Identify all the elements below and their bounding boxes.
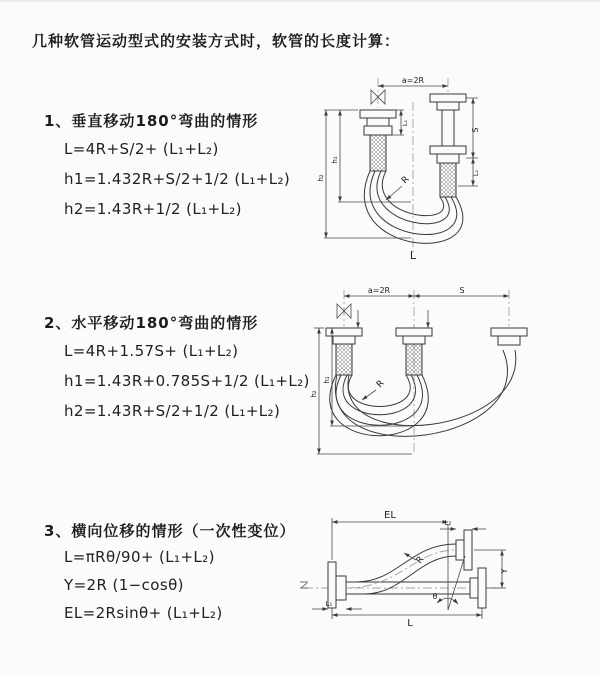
dim-l1-label: L₁ <box>325 600 333 608</box>
dim-l1-label: L₁ <box>401 119 409 127</box>
dim-h2-label: h₂ <box>317 174 325 182</box>
section-1-heading: 1、垂直移动180°弯曲的情形 <box>44 112 259 130</box>
section-3-heading: 3、横向位移的情形（一次性变位） <box>44 522 296 540</box>
length-label: L <box>409 249 417 262</box>
centerlines <box>344 290 509 454</box>
radius-label: R <box>414 554 427 566</box>
angle-theta <box>433 556 465 610</box>
radius-label: R <box>375 378 387 391</box>
dim-h1 <box>314 328 412 426</box>
dim-l2 <box>458 158 480 186</box>
dim-l <box>332 608 482 629</box>
dim-y-label: Y <box>500 568 509 574</box>
formula-s2-h1: h1=1.43R+0.785S+1/2 (L₁+L₂) <box>64 372 310 390</box>
dim-l-label: L <box>407 618 413 629</box>
dim-h1-label: h₁ <box>323 376 331 384</box>
formula-s2-h2: h2=1.43R+S/2+1/2 (L₁+L₂) <box>64 402 281 420</box>
dim-l2-label: L₂ <box>472 169 480 177</box>
right-flange-fitting <box>491 328 527 345</box>
formula-s1-h1: h1=1.432R+S/2+1/2 (L₁+L₂) <box>64 170 291 188</box>
dim-h1-label: h₁ <box>331 156 339 164</box>
centerline-symbol <box>300 582 308 588</box>
dim-l2-label: L₂ <box>444 519 452 527</box>
dim-a2r-label: a=2R <box>367 286 391 295</box>
dim-el-label: EL <box>384 510 396 521</box>
section-2-heading: 2、水平移动180°弯曲的情形 <box>44 314 259 332</box>
diagram-lateral-displacement <box>298 498 600 648</box>
radius-callout <box>362 379 387 400</box>
radius-callout <box>386 175 412 200</box>
dim-l1 <box>312 600 362 609</box>
formula-s1-l: L=4R+S/2+ (L₁+L₂) <box>64 140 219 158</box>
dim-s <box>466 98 480 158</box>
diagram-vertical-180-bend <box>310 74 545 264</box>
dim-s-label: S <box>459 286 465 295</box>
page-title: 几种软管运动型式的安装方式时，软管的长度计算： <box>32 32 401 50</box>
dim-l2 <box>440 519 486 529</box>
dim-a2r <box>344 286 414 296</box>
diagram-horizontal-180-bend <box>306 284 558 469</box>
s-curve-hose-position <box>346 544 456 594</box>
radius-callout <box>404 553 426 566</box>
dim-s-label: S <box>471 127 480 133</box>
dim-h2 <box>310 328 412 454</box>
formula-s3-y: Y=2R (1−cosθ) <box>64 576 184 594</box>
left-flange-fitting <box>360 110 396 171</box>
radius-label: R <box>400 174 412 187</box>
formula-s3-el: EL=2Rsinθ+ (L₁+L₂) <box>64 604 223 622</box>
formula-s1-h2: h2=1.43R+1/2 (L₁+L₂) <box>64 200 242 218</box>
dim-h2-label: h₂ <box>310 390 318 398</box>
dim-a2r <box>378 76 448 86</box>
dim-el <box>332 510 448 610</box>
formula-s3-l: L=πRθ/90+ (L₁+L₂) <box>64 548 215 566</box>
dim-s <box>414 286 509 296</box>
formula-s2-l: L=4R+1.57S+ (L₁+L₂) <box>64 342 239 360</box>
upper-right-flange <box>456 530 472 570</box>
dim-a2r-label: a=2R <box>401 76 425 85</box>
angle-theta-label: θ <box>432 592 438 601</box>
right-flange-fittings <box>430 94 466 197</box>
lower-right-flange <box>470 568 486 608</box>
